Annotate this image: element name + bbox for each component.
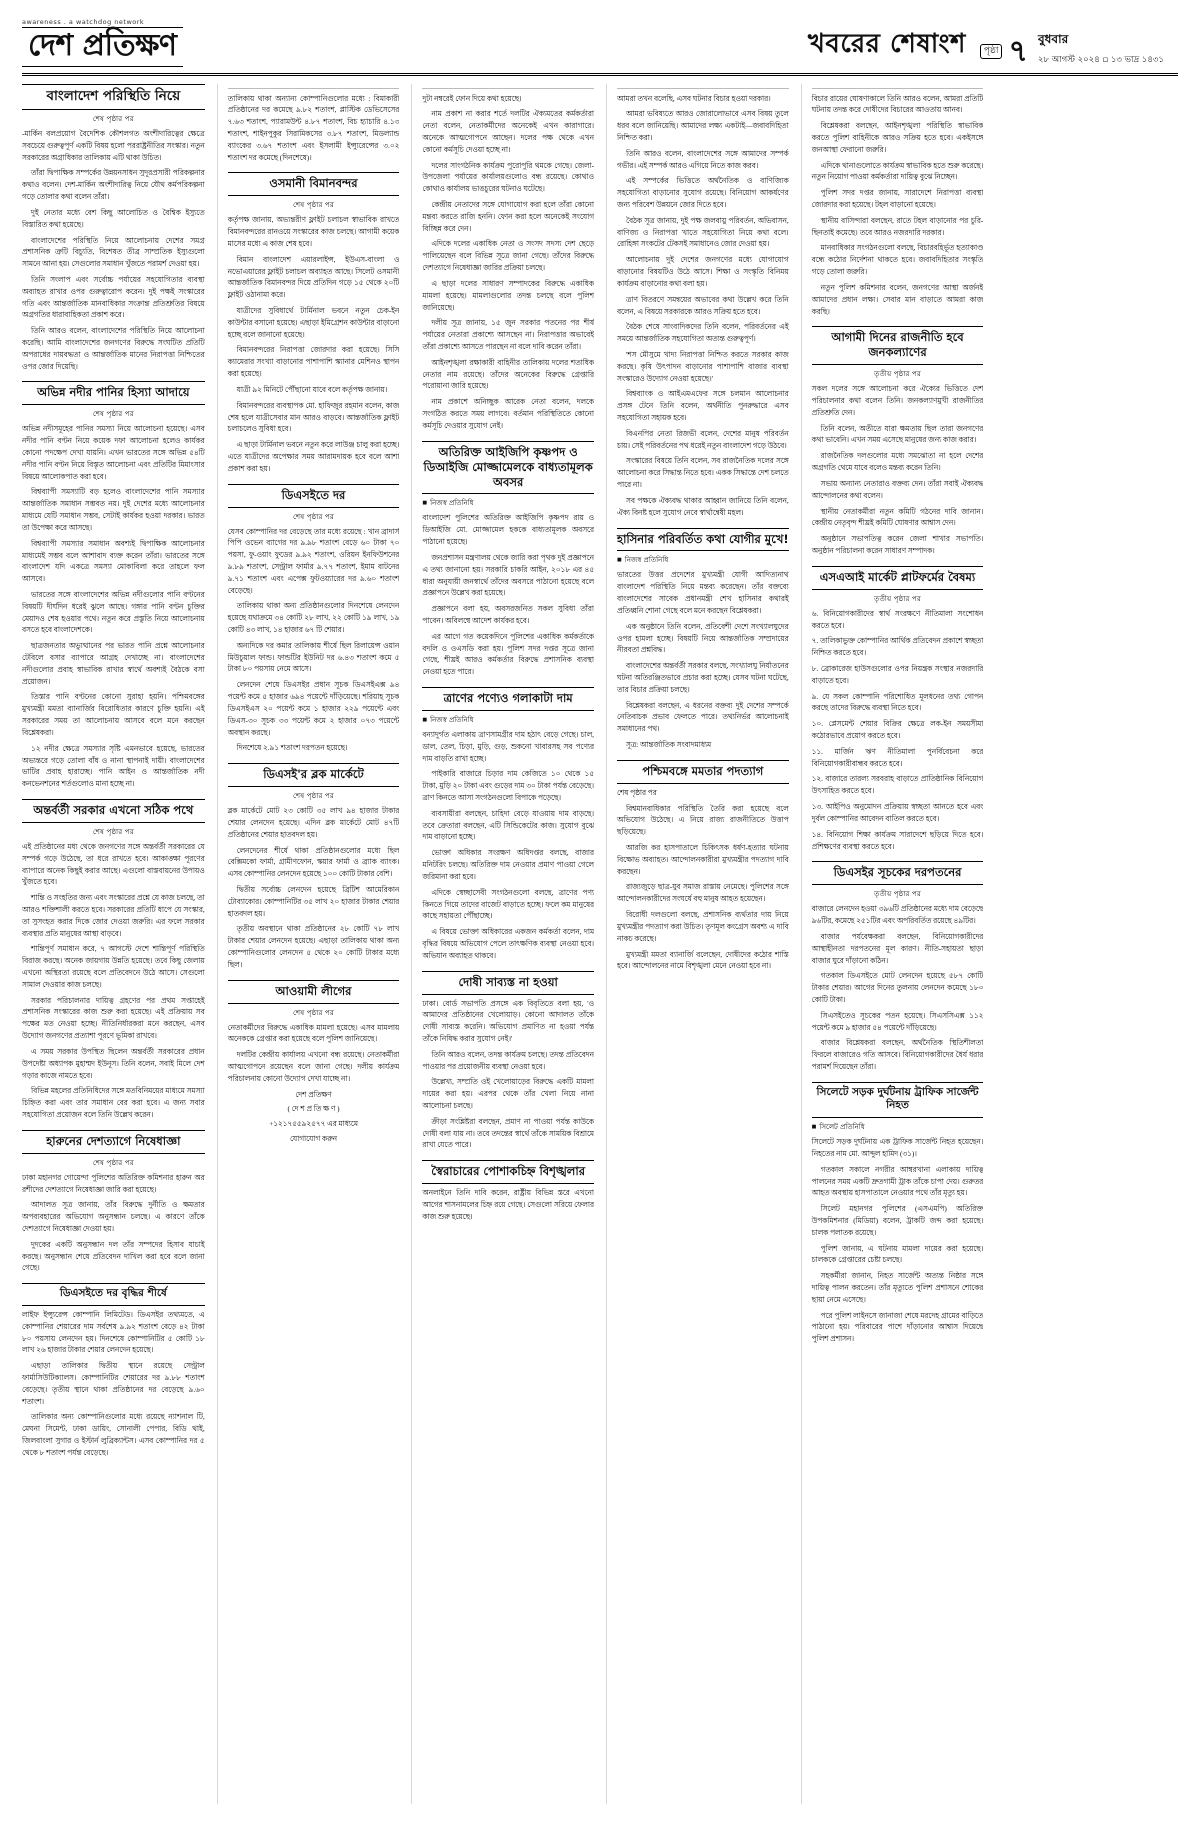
column	[22, 84, 205, 1804]
article-headline[interactable]: ডিএসইতে দর বৃদ্ধির শীর্ষে	[22, 1283, 205, 1306]
article-paragraph: সরকার পরিচালনার দায়িত্ব গ্রহণের পর প্রথম সপ্তাহেই প্রশাসনিক সংস্কারের কাজ শুরু করা হয়েছে। এই প্রক্রিয়ায় সব পক্ষের মত নেওয়া হচ্ছে। নীতিনির্ধারকরা মনে করছেন, এসব উদ্যোগ জনগণের প্রত্যাশা পূরণে ভূমিকা রাখবে।	[22, 995, 205, 1041]
article-paragraph: বিমানবন্দরের নিরাপত্তা জোরদার করা হয়েছে। সিসি ক্যামেরার সংখ্যা বাড়ানোর পাশাপাশি স্ক্যানার মেশিনও স্থাপন করা হয়েছে।	[227, 345, 400, 379]
article-headline[interactable]: ডিএসই'র ব্লক মার্কেটে	[228, 763, 400, 787]
continuation-note: শেষ পৃষ্ঠার পর	[293, 512, 334, 521]
article-paragraph: দলীয় সূত্র জানায়, ১৫ জুন সরকার পতনের পর শীর্ষ পর্যায়ের নেতারা প্রকাশ্যে আসছেন না। নিরাপত্তার অভাবেই তাঁরা প্রকাশ্যে আসতে পারছেন না বলে দাবি করেন তাঁরা।	[422, 318, 594, 351]
article	[22, 381, 205, 790]
article-paragraph: রাজ্যজুড়ে ছাত্র-যুব সমাজ রাস্তায় নেমেছে। পুলিশের সঙ্গে আন্দোলনকারীদের সংঘর্ষে বহু মানুষ আহত হয়েছেন।	[617, 882, 789, 904]
numbered-item: ১১. মার্জিন ঋণ নীতিমালা পুনর্বিবেচনা করে বিনিয়োগকারীবান্ধব করতে হবে।	[811, 746, 984, 768]
article-paragraph: বিএনপির নেতা রিজভী বলেন, দেশের মানুষ পরিবর্তন চায়। সেই পরিবর্তনের পথ ধরেই নতুন বাংলাদেশ গড়ে উঠবে।	[617, 428, 789, 450]
article-paragraph: বিশ্লেষকরা বলছেন, আইনশৃঙ্খলা পরিস্থিতি স্বাভাবিক করতে পুলিশ বাহিনীকে আরও সক্রিয় হতে হবে। একইসঙ্গে জনআস্থা ফেরানো জরুরি।	[811, 121, 984, 154]
numbered-item: ১২. বাজারে তারল্য সরবরাহ বাড়াতে প্রাতিষ্ঠানিক বিনিয়োগ উৎসাহিত করতে হবে।	[811, 774, 984, 796]
article-paragraph: সভায় অন্যান্য নেতারাও বক্তব্য দেন। তাঁরা সবাই ঐক্যবদ্ধ আন্দোলনের কথা বলেন।	[811, 478, 984, 500]
article-paragraph: এই প্রতিষ্ঠানের মধ্য থেকে জনগণের সঙ্গে অন্তর্বর্তী সরকারের যে সম্পর্ক গড়ে উঠেছে, তা ধরে রাখতে হবে। আকাঙ্ক্ষা পূরণের ব্যাপারে অনেক কিছুই করার আছে। এগুলো বাস্তবায়নের উপায়ও খুঁজতে হবে।	[22, 841, 205, 887]
article	[422, 687, 594, 962]
continuation-note: শেষ পৃষ্ঠার পর	[92, 827, 134, 836]
article-paragraph: নতুন পুলিশ কমিশনার বলেন, জনগণের আস্থা অর্জনই আমাদের প্রধান লক্ষ্য। সেবার মান বাড়াতে আমরা কাজ করছি।	[811, 282, 984, 316]
article-paragraph: শেষ পৃষ্ঠার পর	[617, 787, 657, 797]
article-paragraph: তাঁরা দ্বিপাক্ষিক সম্পর্কের উন্নয়নসাধন সুদূরপ্রসারী পরিকল্পনার কথাও বলেন। দেশ-মার্কিন অংশীদারিত্ব নিয়ে যৌথ কর্মপরিকল্পনা গড়ে তোলার কথা বলেন তাঁরা।	[22, 168, 205, 202]
article-headline[interactable]: সিলেটে সড়ক দুর্ঘটনায় ট্রাফিক সার্জেন্ট নিহত	[812, 1082, 984, 1118]
article-paragraph: অভিন্ন নদীসমূহের পানির সমস্যা নিয়ে আলোচনা হয়েছে। এসব নদীর পানি বণ্টন নিয়ে কয়েক দফা আলোচনা হলেও কার্যকর কোনো পদক্ষেপ দেখা যায়নি। এখন ভারতের সঙ্গে অভিন্ন ৫৪টি নদীর পানি বণ্টন নিয়ে বিস্তৃত আলোচনা এবং প্রতিটির মিমাংসার বিষয়ে আলোকপাত করা হবে।	[22, 424, 205, 481]
article-byline: ■ নিজস্ব প্রতিনিধি	[422, 714, 594, 726]
page-number: ৭	[1008, 33, 1028, 69]
article-headline[interactable]: বাংলাদেশ পরিস্থিতি নিয়ে	[22, 84, 205, 111]
article-paragraph: দলের সাংগঠনিক কার্যক্রম পুরোপুরি থমকে গেছে। জেলা-উপজেলা পর্যায়ের কার্যালয়গুলোও বন্ধ রয়েছে। কোথাও কোথাও কার্যালয় ভাঙচুরের ঘটনাও ঘটেছে।	[422, 160, 594, 194]
numbered-item: ১০. প্লেসমেন্ট শেয়ার বিক্রির ক্ষেত্রে লক-ইন সময়সীমা কঠোরভাবে প্রয়োগ করতে হবে।	[811, 719, 984, 740]
article	[422, 1160, 594, 1222]
article-paragraph: লেনদেনের শীর্ষে থাকা প্রতিষ্ঠানগুলোর মধ্যে ছিল বেক্সিমকো ফার্মা, গ্রামীণফোন, স্কয়ার ফার্মা ও ব্র্যাক ব্যাংক। এসব কোম্পানির লেনদেন হয়েছে ১০০ কোটি টাকার বেশি।	[227, 845, 400, 879]
article-headline[interactable]: এসএআই মার্কেট প্লাটফর্মের বৈষম্য	[812, 566, 984, 590]
publish-date: ২৮ আগস্ট ২০২৪ ▫ ১৩ ভাদ্র ১৪৩১	[1038, 54, 1164, 65]
article-paragraph: বিভিন্ন মহলের প্রতিনিধিদের সঙ্গে মতবিনিময়ের মাধ্যমে সমস্যা চিহ্নিত করা এবং তার সমাধান বের করা হবে। এ জন্য সবার সহযোগিতা প্রয়োজন বলে তিনি উল্লেখ করেন।	[22, 1086, 205, 1119]
article-paragraph: অনলাইনে তিনি দাবি করেন, রাষ্ট্রীয় বিভিন্ন স্তরে এখনো আগের শাসনামলের চিহ্ন রয়ে গেছে। সেগুলো সরিয়ে ফেলার কাজ শুরু হয়েছে।	[422, 1188, 594, 1221]
article-paragraph: ঢাকা মহানগর গোয়েন্দা পুলিশের অতিরিক্ত কমিশনার হারুন অর রশীদের দেশত্যাগে নিষেধাজ্ঞা জারি করা হয়েছে।	[22, 1172, 205, 1194]
article-paragraph: ভারতের উত্তর প্রদেশের মুখ্যমন্ত্রী যোগী আদিত্যনাথ বাংলাদেশ পরিস্থিতি নিয়ে মন্তব্য করেছেন। তাঁর বক্তব্যে বাংলাদেশের সাবেক প্রধানমন্ত্রী শেখ হাসিনার কথারই প্রতিধ্বনি শোনা গেছে বলে মনে করছেন বিশ্লেষকরা।	[617, 570, 789, 615]
newspaper-logo: দেশ প্রতিক্ষণ	[22, 27, 183, 67]
article-gap	[228, 1144, 400, 1149]
article-paragraph: জনপ্রশাসন মন্ত্রণালয় থেকে জারি করা পৃথক দুই প্রজ্ঞাপনে এ তথ্য জানানো হয়। সরকারি চাকরি আইন, ২০১৮ এর ৪৫ ধারা অনুযায়ী জনস্বার্থে তাঁদের অবসরে পাঠানো হয়েছে বলে প্রজ্ঞাপনে উল্লেখ করা হয়েছে।	[422, 552, 594, 598]
article	[422, 441, 594, 678]
article-paragraph: আলোচনায় দুই দেশের জনগণের মধ্যে যোগাযোগ বাড়ানোর বিষয়টিও উঠে আসে। শিক্ষা ও সংস্কৃতি বিনিময় কার্যক্রম বাড়ানোর কথা বলা হয়।	[617, 255, 789, 288]
logo-tagline: awareness . a watchdog network	[22, 18, 145, 26]
page-number-block	[980, 33, 1028, 69]
article-paragraph: ভারতের সঙ্গে বাংলাদেশের অভিন্ন নদীগুলোর পানি বণ্টনের বিষয়টি দীর্ঘদিন ধরেই ঝুলে আছে। গঙ্গার পানি বণ্টন চুক্তির মেয়াদও শেষ হওয়ার পথে। নতুন করে প্রস্তুতি নিয়ে আলোচনায় বসতে হবে বাংলাদেশকে।	[22, 589, 205, 635]
article-paragraph: -মার্কিন বলপ্রয়োগ বৈদেশিক কৌশলগত অংশীদারিত্বের ক্ষেত্রে সবচেয়ে গুরুত্বপূর্ণ একটি বিষয় হলো পররাষ্ট্রনীতির সংস্কার। নতুন সরকারের অগ্রাধিকার তালিকায় এটি থাকা উচিত।	[22, 129, 205, 162]
article-paragraph: অন্যদিকে দর কমার তালিকায় শীর্ষে ছিল রিলায়েন্স ওয়ান মিউচুয়াল ফান্ড। ফান্ডটির ইউনিট দর ৬.৪৩ শতাংশ কমে ৫ টাকা ৮০ পয়সায় নেমে আসে।	[227, 640, 400, 674]
article-headline[interactable]: ওসমানী বিমানবন্দর	[228, 172, 400, 196]
article-paragraph: লেনদেন শেষে ডিএসইর প্রধান সূচক ডিএসইএক্স ৯৪ পয়েন্ট কমে ৫ হাজার ৬৯৪ পয়েন্টে দাঁড়িয়েছে। শরিয়াহ সূচক ডিএসইএস ২০ পয়েন্ট কমে ১ হাজার ২২৯ পয়েন্টে এবং ডিএস-৩০ সূচক ৩৩ পয়েন্ট কমে ২ হাজার ০৭৩ পয়েন্টে অবস্থান করছে।	[227, 680, 400, 737]
article-headline[interactable]: দোষী সাব্যস্ত না হওয়া	[422, 971, 594, 995]
article-paragraph: বিমানবন্দরের ব্যবস্থাপক মো. হাফিজুর রহমান বলেন, কাজ শেষ হলে যাত্রীসেবার মান আরও বাড়বে। আন্তর্জাতিক ফ্লাইট চলাচলেও সুবিধা হবে।	[227, 400, 400, 434]
article-paragraph: দুই নেতার মধ্যে বেশ কিছু আলোচিত ও বৈশ্বিক ইস্যুতে বিস্তারিত কথা হয়েছে।	[22, 207, 205, 229]
article-paragraph: এদিকে থানাগুলোতে কার্যক্রম স্বাভাবিক হতে শুরু করেছে। নতুন নিয়োগ পাওয়া কর্মকর্তারা দায়িত্ব বুঝে নিচ্ছেন।	[811, 160, 984, 182]
continuation-note: তৃতীয় পৃষ্ঠার পর	[874, 594, 921, 603]
article-headline[interactable]: আওয়ামী লীগের	[228, 980, 400, 1004]
article-paragraph: মানবাধিকার সংগঠনগুলো বলছে, বিচারবহির্ভূত হত্যাকাণ্ড বন্ধে কঠোর নির্দেশনা থাকতে হবে। জবাবদিহিতার সংস্কৃতি গড়ে তোলা জরুরি।	[811, 243, 984, 277]
article	[228, 484, 400, 755]
article-paragraph: তিনি আরও বলেন, বাংলাদেশের পরিস্থিতি নিয়ে আলোচনা করেছি। আমি বাংলাদেশের জনগণের বিরুদ্ধে সংঘটিত প্রতিটি অপরাধের দায়বদ্ধতা ও আন্তর্জাতিক মানের নিরাপত্তা নিশ্চিতের ওপর জোর দিয়েছি।	[22, 326, 205, 371]
article-paragraph: যাত্রীদের সুবিধার্থে টার্মিনাল ভবনে নতুন চেক-ইন কাউন্টার বসানো হয়েছে। এছাড়া ইমিগ্রেশন কাউন্টার বাড়ানো হচ্ছে বলে জানানো হয়েছে।	[227, 306, 400, 339]
article-paragraph: গতকাল ডিএসইতে মোট লেনদেন হয়েছে ৫৮৭ কোটি টাকার শেয়ার। আগের দিনের তুলনায় লেনদেন কমেছে ১৮০ কোটি টাকা।	[811, 971, 984, 1004]
logo-block	[22, 18, 352, 67]
article-paragraph: এক অনুষ্ঠানে তিনি বলেন, প্রতিবেশী দেশে সংখ্যালঘুদের ওপর হামলা হচ্ছে। বিষয়টি নিয়ে আন্তর্জাতিক সম্প্রদায়ের নীরবতা প্রশ্নবিদ্ধ।	[617, 621, 789, 655]
article-paragraph: দিনশেষে ২.৯১ শতাংশ দরপতন হয়েছে।	[236, 743, 348, 753]
article	[617, 88, 789, 519]
article-gap	[812, 1349, 984, 1354]
article-paragraph: রাজনৈতিক দলগুলোর মধ্যে সমঝোতা না হলে দেশের অগ্রগতি থেমে যাবে বলেও মন্তব্য করেন তিনি।	[811, 451, 984, 473]
column-grid	[22, 84, 1178, 1804]
article-paragraph: তিনি বলেন, অতীতে যারা ক্ষমতায় ছিল তারা জনগণের কথা ভাবেনি। এখন সময় এসেছে মানুষের জন্য কাজ করার।	[811, 423, 984, 445]
article-paragraph: সহকর্মীরা জানান, নিহত সার্জেন্ট অত্যন্ত নিষ্ঠার সঙ্গে দায়িত্ব পালন করতেন। তাঁর মৃত্যুতে পুলিশ প্রশাসনে শোকের ছায়া নেমে এসেছে।	[811, 1271, 984, 1304]
article-paragraph: বিশ্বমানবাধিকার পরিস্থিতি তৈরি করা হয়েছে বলে অভিযোগ উঠেছে। এ নিয়ে রাজ্য রাজনীতিতে উত্তাপ ছড়িয়েছে।	[617, 803, 789, 837]
article	[22, 84, 205, 373]
article-paragraph: তিস্তার পানি বণ্টনের কোনো সুরাহা হয়নি। পশ্চিমবঙ্গের মুখ্যমন্ত্রী মমতা ব্যানার্জির বিরোধিতার কারণে চুক্তি হয়নি। এই সরকারের সময় তা আলোচনায় আসবে বলে মনে করছেন বিশ্লেষকরা।	[22, 692, 205, 737]
article-paragraph: পরে পুলিশ লাইনসে জানাজা শেষে মরদেহ গ্রামের বাড়িতে পাঠানো হয়। পরিবারের পাশে দাঁড়ানোর আশ্বাস দিয়েছে পুলিশ প্রশাসন।	[811, 1310, 984, 1344]
article-paragraph: সিএসইতেও সূচকের পতন হয়েছে। সিএসসিএক্স ১১২ পয়েন্ট কমে ৯ হাজার ৫৪ পয়েন্টে দাঁড়িয়েছে।	[811, 1010, 984, 1032]
date-block	[1028, 31, 1178, 67]
article-paragraph: ভোক্তা অধিকার সংরক্ষণ অধিদপ্তর বলছে, বাজার মনিটরিং চলছে। অতিরিক্ত দাম নেওয়ার প্রমাণ পাওয়া গেলে জরিমানা করা হবে।	[422, 848, 594, 881]
article-paragraph: লাইফ ইন্স্যুরেন্স কোম্পানি লিমিটেড। ডিএসইর তথ্যমতে, এ কোম্পানির শেয়ারের দাম সর্বশেষ ৯.৯২ শতাংশ বেড়ে ৪২ টাকা ৮০ পয়সায় লেনদেন হয়। দিনশেষে কোম্পানিটির ৫ কোটি ১৮ লাখ ২৬ হাজার টাকার শেয়ার লেনদেন হয়েছে।	[22, 1309, 205, 1355]
section-title: খবরের শেষাংশ	[807, 28, 966, 59]
article-paragraph: সংস্কারের বিষয়ে তিনি বলেন, সব রাজনৈতিক দলের সঙ্গে আলোচনা করে সিদ্ধান্ত নিতে হবে। একক সিদ্ধান্তে দেশ চলতে পারে না।	[617, 456, 789, 490]
continuation-note: শেষ পৃষ্ঠার পর	[92, 1158, 134, 1167]
article-headline[interactable]: আগামী দিনের রাজনীতি হবে জনকল্যাণের	[812, 326, 984, 365]
article-paragraph: যেসব কোম্পানির দর বেড়েছে তার মধ্যে রয়েছে : খান ব্রাদার্স পিপি ওভেন ব্যাগের দর ৯.৯৮ শতাংশ বেড়ে ৬০ টাকা ৭০ পয়সা, ফু-ওয়াং ফুডের ৯.৯২ শতাংশ, ওরিয়ন ইনফিউশনের ৯.৮৯ শতাংশ, সেন্ট্রাল ফার্মার ৯.৭৭ শতাংশ, ইমাম বাটনের ৯.৭১ শতাংশ এবং এপেক্স ফুটওয়্যারের দর ৯.৬০ শতাংশ বেড়েছে।	[227, 526, 400, 595]
article-paragraph: নাম প্রকাশে অনিচ্ছুক আরেক নেতা বলেন, দলকে সংগঠিত করতে সময় লাগবে। বর্তমান পরিস্থিতিতে কোনো কর্মসূচি দেওয়ার সুযোগ নেই।	[422, 397, 594, 430]
article	[812, 326, 984, 556]
masthead	[22, 18, 1178, 76]
article-paragraph: ব্লক মার্কেটে মোট ২৩ কোটি ৩৫ লাখ ৯৪ হাজার টাকার শেয়ার লেনদেন হয়েছে। এদিন ব্লক মার্কেটে মোট ৪৭টি প্রতিষ্ঠানের শেয়ার হাতবদল হয়।	[227, 806, 400, 839]
article	[228, 763, 400, 971]
article-paragraph: বন্যাদুর্গত এলাকায় ত্রাণসামগ্রীর দাম হঠাৎ বেড়ে গেছে। চাল, ডাল, তেল, চিড়া, মুড়ি, গুড়, শুকনো খাবারসহ সব পণ্যের দাম বাড়তি রাখা হচ্ছে।	[422, 729, 594, 763]
article-byline: ■ নিজস্ব প্রতিনিধি	[617, 554, 789, 566]
article-paragraph: উল্লেখ্য, সম্প্রতি ওই খেলোয়াড়ের বিরুদ্ধে একটি মামলা দায়ের করা হয়। এরপর থেকে তাঁর খেলা নিয়ে নানা আলোচনা চলছে।	[422, 1077, 594, 1110]
article	[22, 1130, 205, 1274]
article-paragraph: আরজি কর হাসপাতালে চিকিৎসক ধর্ষণ-হত্যার ঘটনায় বিক্ষোভ অব্যাহত। আন্দোলনকারীরা মুখ্যমন্ত্রীর পদত্যাগ দাবি করছেন।	[617, 843, 789, 876]
article-paragraph: এ সময় সরকার উপস্থিত ছিলেন অন্তর্বর্তী সরকারের প্রধান উপদেষ্টা অধ্যাপক মুহাম্মদ ইউনূস। তিনি বলেন, সবাই মিলে দেশ গড়ার কাজে নামতে হবে।	[22, 1046, 205, 1080]
article-paragraph: অনুষ্ঠানে সভাপতিত্ব করেন জেলা শাখার সভাপতি। অনুষ্ঠান পরিচালনা করেন সাধারণ সম্পাদক।	[811, 534, 984, 555]
article-paragraph: সূত্র: আন্তর্জাতিক সংবাদমাধ্যম	[626, 740, 712, 749]
article-paragraph: বিশ্বব্যাংক ও আইএমএফের সঙ্গে চলমান আলোচনার প্রসঙ্গ টেনে তিনি বলেন, অর্থনীতি পুনরুদ্ধারে এসব সহযোগিতা সহায়ক হবে।	[617, 389, 789, 422]
continuation-note: শেষ পৃষ্ঠার পর	[92, 115, 134, 124]
numbered-item: ৭. তালিকাভুক্ত কোম্পানির আর্থিক প্রতিবেদন প্রকাশে স্বচ্ছতা নিশ্চিত করতে হবে।	[811, 636, 984, 658]
article	[617, 528, 789, 751]
article-paragraph: কর্তৃপক্ষ জানায়, অভ্যন্তরীণ ফ্লাইট চলাচল স্বাভাবিক রাখতে বিমানবন্দরের রানওয়ে সংস্কারের কাজ চলছে। আগামী কয়েক মাসের মধ্যে এ কাজ শেষ হবে।	[227, 215, 400, 248]
article-paragraph: দ্বিতীয় সর্বোচ্চ লেনদেন হয়েছে ব্রিটিশ আমেরিকান টোব্যাকোর। কোম্পানিটির ৩৫ লাখ ২০ হাজার টাকার শেয়ার হাতবদল হয়।	[227, 884, 400, 918]
article-paragraph: সিলেট মহানগর পুলিশের (এসএমপি) অতিরিক্ত উপকমিশনার (মিডিয়া) বলেন, ট্রাকটি জব্দ করা হয়েছে। চালক পলাতক রয়েছে।	[811, 1204, 984, 1237]
article-paragraph: যাত্রী ৯২ মিনিটে পৌঁছানো যাবে বলে কর্তৃপক্ষ জানায়।	[236, 384, 388, 394]
continuation-note: শেষ পৃষ্ঠার পর	[92, 410, 134, 419]
article-paragraph: তিনি আরও বলেন, তদন্ত কার্যক্রম চলছে। তদন্ত প্রতিবেদন পাওয়ার পর প্রয়োজনীয় ব্যবস্থা নেওয়া হবে।	[422, 1049, 594, 1071]
article-paragraph: তৃতীয় অবস্থানে থাকা প্রতিষ্ঠানের ২৮ কোটি ৭৮ লাখ টাকার শেয়ার লেনদেন হয়েছে। এছাড়া তালিকায় থাকা অন্য কোম্পানিগুলোর লেনদেন ৫ থেকে ২০ কোটি টাকার মধ্যে ছিল।	[227, 924, 400, 969]
article	[228, 980, 400, 1145]
article-headline[interactable]: ডিএসইর সূচকের দরপতনের	[812, 861, 984, 885]
article-paragraph: দুটা নম্বরেই ফোন দিয়ে কথা হয়েছে।	[422, 93, 522, 103]
article-paragraph: বিশ্বব্যাপী সমস্যাটি বড় হলেও বাংলাদেশের পানি সমস্যার আন্তর্জাতিক সমাধান সম্ভবত নয়। দুই দেশের মধ্যে আলোচনার মাধ্যমে যেটি সমাধান সম্ভব, সেটাই কার্যকর হওয়া দরকার। ভারত তা উপেক্ষা করে আসছে।	[22, 487, 205, 532]
article-headline[interactable]: ত্রাণের পণ্যেও গলাকাটা দাম	[422, 687, 594, 711]
article	[812, 566, 984, 853]
article-paragraph: মুখ্যমন্ত্রী মমতা ব্যানার্জি বলেছেন, দোষীদের কঠোর শাস্তি হবে। আন্দোলনের নামে বিশৃঙ্খলা মেনে নেওয়া হবে না।	[617, 949, 789, 971]
numbered-item: ১৩. আইপিও অনুমোদন প্রক্রিয়ায় স্বচ্ছতা আনতে হবে এবং দুর্বল কোম্পানির আবেদন বাতিল করতে হবে।	[811, 802, 984, 823]
article-paragraph: বাংলাদেশের অন্তর্বর্তী সরকার বলছে, সংখ্যালঘু নির্যাতনের ঘটনা অতিরঞ্জিতভাবে প্রচার করা হচ্ছে। যেসব ঘটনা ঘটেছে, তার বিচার প্রক্রিয়া চলছে।	[617, 661, 789, 694]
article-paragraph: শান্তি ও সংহতির জন্য এবং সংস্কারের প্রশ্নে যে কাজ চলছে, তা আরও শক্তিশালী করতে হবে। সরকারের প্রতিটি ধাপে যে সংস্কার, তা সুসংহত করার দিকে জোর দেওয়া জরুরি। এর ফলে সরকার ব্যবস্থার প্রতি মানুষের আস্থা বাড়বে।	[22, 893, 205, 938]
continuation-note: তৃতীয় পৃষ্ঠার পর	[874, 370, 921, 379]
article-paragraph: ১২ নদীর ক্ষেত্রে সমস্যার সৃষ্টি এমনভাবে হয়েছে, ভারতের অভ্যন্তরে গড়ে তোলা বাঁধ ও নানা স্থাপনাই দায়ী। বাংলাদেশের ভাটির প্রবাহ হারাচ্ছে। পানি আইন ও আন্তর্জাতিক নদী কনভেনশনের শর্তগুলোও মানা হচ্ছে না।	[22, 743, 205, 789]
article-paragraph: আমরা ভবিষ্যতে আরও জোরালোভাবে এসব বিষয় তুলে ধরব বলে জানিয়েছি। আমাদের লক্ষ্য একটাই—জবাবদিহিতা নিশ্চিত করা।	[617, 109, 789, 142]
signature-line: +১২১৭৫৫৯২৫৭৭ এর মাধ্যমে	[269, 1118, 358, 1128]
numbered-item: ৯. যে সকল কোম্পানি পরিশোধিত মূলধনের তথ্য গোপন করছে তাদের বিরুদ্ধে ব্যবস্থা নিতে হবে।	[811, 691, 984, 713]
article-paragraph: এদিকে দলের একাধিক নেতা ও সংসদ সদস্য দেশ ছেড়ে পালিয়েছেন বলে বিভিন্ন সূত্রে জানা গেছে। তাঁদের বিরুদ্ধে দেশত্যাগে নিষেধাজ্ঞা জারির প্রক্রিয়া চলছে।	[422, 239, 594, 273]
article-paragraph: শান্তিপূর্ণ সমাধান করে, ৭ আগস্টে দেশে শান্তিপূর্ণ পরিস্থিতি বিরাজ করছে। অনেক জায়গায় উন্নতি হয়েছে। তবে কিছু জেলায় এখনো অস্থিরতা রয়েছে বলে প্রতিবেদনে উঠে আসে। সেগুলো সামাল দেওয়ার কাজ চলছে।	[22, 944, 205, 989]
article-paragraph: দুদকের একটি অনুসন্ধান দল তাঁর সম্পদের হিসাব যাচাই করছে। অনুসন্ধান শেষে প্রতিবেদন দাখিল করা হবে বলে জানা গেছে।	[22, 1239, 205, 1273]
article-paragraph: আইনশৃঙ্খলা রক্ষাকারী বাহিনীর তালিকায় দলের শতাধিক নেতার নাম রয়েছে। তাঁদের অনেকের বিরুদ্ধে গ্রেপ্তারি পরোয়ানা জারি হয়েছে।	[422, 357, 594, 391]
article-gap	[617, 976, 789, 981]
article-paragraph: পুলিশ জানায়, এ ঘটনায় মামলা দায়ের করা হয়েছে। চালককে গ্রেপ্তারের চেষ্টা চলছে।	[811, 1243, 984, 1265]
article	[422, 88, 594, 432]
numbered-item: ৬. বিনিয়োগকারীদের স্বার্থ সংরক্ষণে নীতিমালা সংশোধন করতে হবে।	[811, 608, 984, 630]
article-paragraph: বিচার রায়ের ঘোষণাকালে তিনি আরও বলেন, আমরা প্রতিটি ঘটনায় তদন্ত করে দোষীদের বিচারের আওতায় আনব।	[811, 93, 984, 115]
divider	[228, 88, 400, 89]
article-paragraph: বাজার পর্যবেক্ষকরা বলছেন, বিনিয়োগকারীদের আস্থাহীনতা দরপতনের মূল কারণ। নীতি-সহায়তা ছাড়া বাজার ঘুরে দাঁড়ানো কঠিন।	[811, 931, 984, 965]
signature-line: ( দে শ প্র তি ক্ষ ণ )	[287, 1104, 340, 1114]
divider	[422, 88, 594, 89]
article-byline: ■ নিজস্ব প্রতিনিধি	[422, 497, 594, 509]
article-paragraph: বৈঠক শেষে সাংবাদিকদের তিনি বলেন, পরিবর্তনের এই সময়ে আন্তর্জাতিক সহযোগিতা অত্যন্ত গুরুত্বপূর্ণ।	[617, 322, 789, 344]
column	[411, 84, 594, 1804]
article-headline[interactable]: হারুনের দেশত্যাগে নিষেধাজ্ঞা	[22, 1130, 205, 1154]
article-headline[interactable]: পশ্চিমবঙ্গে মমতার পদত্যাগ	[617, 760, 789, 784]
column	[606, 84, 789, 1804]
page-label: পৃষ্ঠা	[980, 44, 1003, 59]
article-paragraph: ব্যবসায়ীরা বলছেন, চাহিদা বেড়ে যাওয়ায় দাম বাড়ছে। তবে ক্রেতারা বলছেন, এটি সিন্ডিকেটের কাজ। সুযোগ বুঝে দাম বাড়ানো হচ্ছে।	[422, 808, 594, 842]
article-paragraph: বৈঠক সূত্র জানায়, দুই পক্ষ জলবায়ু পরিবর্তন, অভিবাসন, বাণিজ্য ও নিরাপত্তা খাতে সহযোগিতা নিয়ে কথা বলে। রোহিঙ্গা সংকটের টেকসই সমাধানেও জোর দেওয়া হয়।	[617, 215, 789, 249]
article	[617, 760, 789, 972]
article-paragraph: প্রজ্ঞাপনে বলা হয়, অবসরজনিত সকল সুবিধা তাঁরা পাবেন। অবিলম্বে আদেশ কার্যকর হবে।	[422, 604, 594, 625]
continuation-note: শেষ পৃষ্ঠার পর	[293, 1008, 334, 1017]
weekday: বুধবার	[1038, 31, 1069, 46]
article-paragraph: এ ছাড়া টার্মিনাল ভবনে নতুন করে লাউঞ্জ চালু করা হচ্ছে। এতে যাত্রীদের অপেক্ষার সময় আরামদায়ক হবে বলে আশা প্রকাশ করা হয়।	[227, 440, 400, 473]
article-paragraph: নেতাকর্মীদের বিরুদ্ধে একাধিক মামলা হয়েছে। এসব মামলায় অনেককে গ্রেপ্তার করা হয়েছে বলে পুলিশ জানিয়েছে।	[227, 1022, 400, 1044]
article-paragraph: আমরা তখন বলেছি, এসব ঘটনার বিচার হওয়া দরকার।	[617, 93, 771, 103]
article-paragraph: বাজারে লেনদেন হওয়া ৩৯৬টি প্রতিষ্ঠানের মধ্যে দাম বেড়েছে ৯৬টির, কমেছে ২৫১টির এবং অপরিবর্তিত রয়েছে ৪৯টির।	[811, 904, 984, 926]
article-paragraph: পাইকারি বাজারে চিড়ার দাম কেজিতে ১০ থেকে ১৫ টাকা, মুড়ি ২০ টাকা এবং গুড়ের দাম ৩০ টাকা পর্যন্ত বেড়েছে। ত্রাণ কিনতে আসা সংগঠনগুলো বিপাকে পড়েছে।	[422, 769, 594, 802]
article-paragraph: 'শস মৌসুমে খাদ্য নিরাপত্তা নিশ্চিত করতে সরকার কাজ করছে। কৃষি উৎপাদন বাড়ানোর পাশাপাশি বাজার ব্যবস্থা সংস্কারেও উদ্যোগ নেওয়া হয়েছে।'	[617, 349, 789, 383]
article-paragraph: এ বিষয়ে ভোক্তা অধিকারের একজন কর্মকর্তা বলেন, দাম বৃদ্ধির বিষয়ে অভিযোগ পেলে তাৎক্ষণিক ব্যবস্থা নেওয়া হবে। অভিযান অব্যাহত থাকবে।	[422, 927, 594, 960]
article-paragraph: আদালত সূত্র জানায়, তাঁর বিরুদ্ধে দুর্নীতি ও ক্ষমতার অপব্যবহারের অভিযোগ অনুসন্ধান চলছে। এ কারণে তাঁকে দেশত্যাগে নিষেধাজ্ঞা দেওয়া হয়।	[22, 1200, 205, 1233]
continuation-note: তৃতীয় পৃষ্ঠার পর	[874, 890, 921, 899]
signature-line: যোগাযোগ করুন	[289, 1133, 338, 1143]
article-paragraph: তালিকার অন্য কোম্পানিগুলোর মধ্যে রয়েছে ন্যাশনাল টি, মেঘনা সিমেন্ট, ঢাকা ডায়িং, সোনালী পেপার, বিডি থাই, জিলবাংলা সুগার ও ইস্টার্ন লুব্রিক্যান্টস। এসব কোম্পানির দর ৫ থেকে ৮ শতাংশ পর্যন্ত বেড়েছে।	[22, 1412, 205, 1457]
article-paragraph: স্থানীয় নেতাকর্মীরা নতুন কমিটি গঠনের দাবি জানান। কেন্দ্রীয় নেতৃবৃন্দ শীঘ্রই কমিটি ঘোষণার আশ্বাস দেন।	[811, 506, 984, 528]
article-paragraph: এদিকে স্বেচ্ছাসেবী সংগঠনগুলো বলছে, ত্রাণের পণ্য কিনতে গিয়ে তাদের বাজেট বাড়াতে হচ্ছে। ফলে কম মানুষের কাছে সহায়তা পৌঁছাচ্ছে।	[422, 887, 594, 921]
article-headline[interactable]: অন্তর্বর্তী সরকার এখনো সঠিক পথে	[22, 799, 205, 823]
article-headline[interactable]: অতিরিক্ত আইজিপি কৃষ্ণপদ ও ডিআইজি মোজ্জামেলকে বাধ্যতামূলক অবসর	[422, 441, 594, 495]
article-byline: ■ সিলেট প্রতিনিধি	[812, 1121, 984, 1133]
article-headline[interactable]: ডিএসইতে দর	[228, 484, 400, 508]
article	[422, 971, 594, 1152]
article-paragraph: কেন্দ্রীয় নেতাদের সঙ্গে যোগাযোগ করা হলে তাঁরা কোনো মন্তব্য করতে রাজি হননি। ফোন করা হলে অনেকেই সংযোগ বিচ্ছিন্ন করে দেন।	[422, 200, 594, 233]
article-headline[interactable]: হাসিনার পরিবর্তিত কথা যোগীর মুখে!	[617, 528, 789, 552]
article-gap	[22, 1463, 205, 1468]
article-gap	[422, 1227, 594, 1232]
signature-line: দেশ প্রতিক্ষণ	[295, 1089, 332, 1099]
article-paragraph: বিশ্লেষকরা বলছেন, এ ধরনের বক্তব্য দুই দেশের সম্পর্কে নেতিবাচক প্রভাব ফেলতে পারে। তথ্যনির্ভর আলোচনাই সমাধানের পথ।	[617, 700, 789, 734]
article-paragraph: বিরোধী দলগুলো বলছে, প্রশাসনিক ব্যর্থতার দায় নিয়ে মুখ্যমন্ত্রীর পদত্যাগ করা উচিত। তৃণমূল কংগ্রেস অবশ্য এ দাবি নাকচ করেছে।	[617, 910, 789, 943]
continuation-note: শেষ পৃষ্ঠার পর	[293, 201, 334, 210]
article-paragraph: ছাত্রজনতার অভ্যুত্থানের পর ভারত পানি প্রশ্নে আলোচনার টেবিলে বসার ব্যাপারে আগ্রহ দেখাচ্ছে না। বাংলাদেশের নদীগুলোর প্রবাহ স্বাভাবিক রাখার স্বার্থে অবশ্যই বৈঠকে বসা প্রয়োজন।	[22, 641, 205, 686]
article-paragraph: বাজার বিশ্লেষকরা বলছেন, অর্থনৈতিক স্থিতিশীলতা ফিরলে বাজারেও গতি আসবে। বিনিয়োগকারীদের ধৈর্য ধরার পরামর্শ দিয়েছেন তাঁরা।	[811, 1038, 984, 1071]
article-paragraph: ত্রাণ বিতরণে সমন্বয়ের অভাবের কথা উল্লেখ করে তিনি বলেন, এ বিষয়ে সরকারকে আরও সক্রিয় হতে হবে।	[617, 294, 789, 316]
article	[812, 88, 984, 318]
article-paragraph: বাংলাদেশ পুলিশের অতিরিক্ত আইজিপি কৃষ্ণপদ রায় ও ডিআইজি মো. মোজ্জামেল হককে বাধ্যতামূলক অবসরে পাঠানো হয়েছে।	[422, 513, 594, 547]
article-paragraph: ঢাকা। বোর্ড সভাপতি প্রসঙ্গে এক বিবৃতিতে বলা হয়, 'ও আমাদের প্রতিষ্ঠানের খেলোয়াড়। কোনো আদালত তাঁকে দোষী সাব্যস্ত করেনি। অভিযোগ প্রমাণিত না হওয়া পর্যন্ত তাঁকে নিষিদ্ধ করার সুযোগ নেই।'	[422, 998, 594, 1043]
article-paragraph: ক্রীড়া সংশ্লিষ্টরা বলছেন, প্রমাণ না পাওয়া পর্যন্ত কাউকে দোষী বলা যায় না। তবে তদন্তের স্বার্থে তাঁকে সাময়িক বিশ্রামে রাখা যেতে পারে।	[422, 1116, 594, 1150]
continuation-note: শেষ পৃষ্ঠার পর	[293, 792, 334, 801]
article	[812, 1082, 984, 1345]
article-paragraph: সব পক্ষকে ঐক্যবদ্ধ থাকার আহ্বান জানিয়ে তিনি বলেন, ঐক্য বিনষ্ট হলে সুযোগ নেবে স্বার্থান্বেষী মহল।	[617, 495, 789, 517]
article	[228, 88, 400, 164]
article-headline[interactable]: অভিন্ন নদীর পানির হিস্যা আদায়ে	[22, 381, 205, 405]
article	[812, 861, 984, 1073]
article-paragraph: এই সম্পর্কের ভিত্তিতে অর্থনৈতিক ও বাণিজ্যিক সহযোগিতা বাড়ানোর সুযোগ রয়েছে। বিনিয়োগ আকর্ষণের জন্য পরিবেশ উন্নয়নে জোর দিতে হবে।	[617, 176, 789, 209]
numbered-item: ১৪. বিনিয়োগ শিক্ষা কার্যক্রম সারাদেশে ছড়িয়ে দিতে হবে। প্রশিক্ষণের ব্যবস্থা করতে হবে।	[811, 829, 984, 851]
article-paragraph: সকল দলের সঙ্গে আলোচনা করে ঐক্যের ভিত্তিতে দেশ পরিচালনার কথা বলেন তিনি। জনকল্যাণমুখী রাজনীতির প্রতিশ্রুতি দেন।	[811, 384, 984, 417]
article-paragraph: বিশ্বব্যাপী সমস্যার সমাধান অবশ্যই দ্বিপাক্ষিক আলোচনার মাধ্যমেই সম্ভব বলে আশাবাদ ব্যক্ত করেন তাঁরা। ভারতের সঙ্গে বাংলাদেশ যদি একত্রে সমস্যা মোকাবিলা করে তাহলে ফল আসবে।	[22, 538, 205, 584]
article-paragraph: বিমান বাংলাদেশ এয়ারলাইন্স, ইউএস-বাংলা ও নভোএয়ারের ফ্লাইট চলাচল অব্যাহত আছে। সিলেট ওসমানী আন্তর্জাতিক বিমানবন্দর দিয়ে প্রতিদিন গড়ে ১৫ থেকে ২০টি ফ্লাইট ওঠানামা করে।	[227, 254, 400, 300]
article-paragraph: এ ছাড়া দলের সাধারণ সম্পাদকের বিরুদ্ধে একাধিক মামলা হয়েছে। মামলাগুলোর তদন্ত চলছে বলে পুলিশ জানিয়েছে।	[422, 278, 594, 312]
article-paragraph: তিনি আরও বলেন, বাংলাদেশের সঙ্গে আমাদের সম্পর্ক গভীর। এই সম্পর্ক আরও এগিয়ে নিতে কাজ করব।	[617, 148, 789, 170]
article-paragraph: তিনি সংলাপ এবং সর্বোচ্চ পর্যায়ের সহযোগিতার ব্যবস্থা অব্যাহত রাখার ওপর গুরুত্বারোপ করেন। দুই পক্ষই সংস্কারের গতি এবং আন্তর্জাতিক মানবাধিকার সংক্রান্ত প্রতিশ্রুতির বিষয়ে অগ্রগতির ধারাবাহিকতা প্রকাশ করে।	[22, 274, 205, 320]
article-paragraph: এর আগে গত কয়েকদিনে পুলিশের একাধিক কর্মকর্তাকে বদলি ও ওএসডি করা হয়। পুলিশ সদর দপ্তর সূত্রে জানা গেছে, শীঘ্রই আরও কর্মকর্তার বিরুদ্ধে প্রশাসনিক ব্যবস্থা নেওয়া হতে পারে।	[422, 631, 594, 677]
article-paragraph: তালিকায় থাকা অন্য প্রতিষ্ঠানগুলোর দিনশেষে লেনদেন হয়েছে যথাক্রমে ৩৪ কোটি ২৮ লাখ, ২২ কোটি ১৯ লাখ, ১৯ কোটি ৪৩ লাখ, ১৪ হাজার ৬৭ টি শেয়ার।	[227, 601, 400, 634]
article	[22, 799, 205, 1121]
article-paragraph: এছাড়া তালিকার দ্বিতীয় স্থানে রয়েছে সেন্ট্রাল ফার্মাসিউটিক্যালস। কোম্পানিটির শেয়ারের দর ৯.৮৮ শতাংশ বেড়েছে। তৃতীয় স্থানে থাকা প্রতিষ্ঠানের দর বেড়েছে ৯.৬০ শতাংশ।	[22, 1361, 205, 1406]
article-headline[interactable]: স্বৈরাচারের পোশাকচিহ্ন বিশৃঙ্খলার	[422, 1160, 594, 1184]
article-paragraph: পুলিশ সদর দপ্তর জানায়, সারাদেশে নিরাপত্তা ব্যবস্থা জোরদার করা হয়েছে। টহল বাড়ানো হয়েছে।	[811, 188, 984, 209]
article-paragraph: গতকাল সকালে নগরীর আম্বরখানা এলাকায় দায়িত্ব পালনের সময় একটি দ্রুতগামী ট্রাক তাঁকে চাপা দেয়। গুরুতর আহত অবস্থায় হাসপাতালে নেওয়ার পথে তাঁর মৃত্যু হয়।	[811, 1164, 984, 1198]
article	[228, 172, 400, 474]
article-paragraph: সিলেটে সড়ক দুর্ঘটনায় এক ট্রাফিক সার্জেন্ট নিহত হয়েছেন। নিহতের নাম মো. আব্দুল হামিদ (৩১)।	[811, 1137, 984, 1158]
numbered-item: ৮. ব্রোকারেজ হাউসগুলোর ওপর নিয়ন্ত্রক সংস্থার নজরদারি বাড়াতে হবে।	[811, 663, 984, 685]
article-paragraph: নাম প্রকাশ না করার শর্তে দলটির ঐক্যমতের কর্মকর্তারা নেতা বলেন, নেতাকর্মীদের অনেকেই এখন কারাগারে। অনেকে আত্মগোপনে আছেন। দলের পক্ষ থেকে এখন কোনো কর্মসূচি দেওয়া হচ্ছে না।	[422, 109, 594, 154]
divider	[812, 88, 984, 89]
column	[217, 84, 400, 1804]
article-paragraph: স্থানীয় বাসিন্দারা বলছেন, রাতে টহল বাড়ানোর পর চুরি-ছিনতাই কমেছে। তবে আরও নজরদারি দরকার।	[811, 215, 984, 237]
article-paragraph: তালিকায় থাকা অন্যান্য কোম্পানিগুলোর মধ্যে : বিমাকারী প্রতিষ্ঠানের দর কমেছে ৯.৮২ শতাংশ, প্লাস্টিক ডেভিসেসের ৭.৬৩ শতাংশ, প্যারামউন্ট ৪.৮৭ শতাংশ, বিচ হ্যাচারি ৪.১৩ শতাংশ, শাইনপুকুর সিরামিকসের ৩.৮৭ শতাংশ, মিডল্যান্ড ব্যাংকের ৩.৬৭ শতাংশ এবং ইসলামী ইন্স্যুরেন্সের ৩.০২ শতাংশ দর কমেছে (দিনশেষে)।	[227, 93, 400, 162]
column	[801, 84, 984, 1804]
article-paragraph: দলটির কেন্দ্রীয় কার্যালয় এখনো বন্ধ রয়েছে। নেতাকর্মীরা আত্মগোপনে রয়েছেন বলে জানা গেছে। দলীয় কার্যক্রম পরিচালনায় কোনো উদ্যোগ দেখা যাচ্ছে না।	[227, 1050, 400, 1083]
article-paragraph: বাংলাদেশের পরিস্থিতি নিয়ে আলোচনায় দেশের সমগ্র প্রশাসনিক ত্রুটি বিচ্যুতি, বিশেষত তীব্র সাম্প্রতিক ইস্যুগুলো সামনে আনা হয়। সেগুলোর সমাধান খুঁজতে পরামর্শ দেওয়া হয়।	[22, 235, 205, 269]
section-header	[352, 23, 980, 67]
article	[22, 1283, 205, 1458]
divider	[617, 88, 789, 89]
